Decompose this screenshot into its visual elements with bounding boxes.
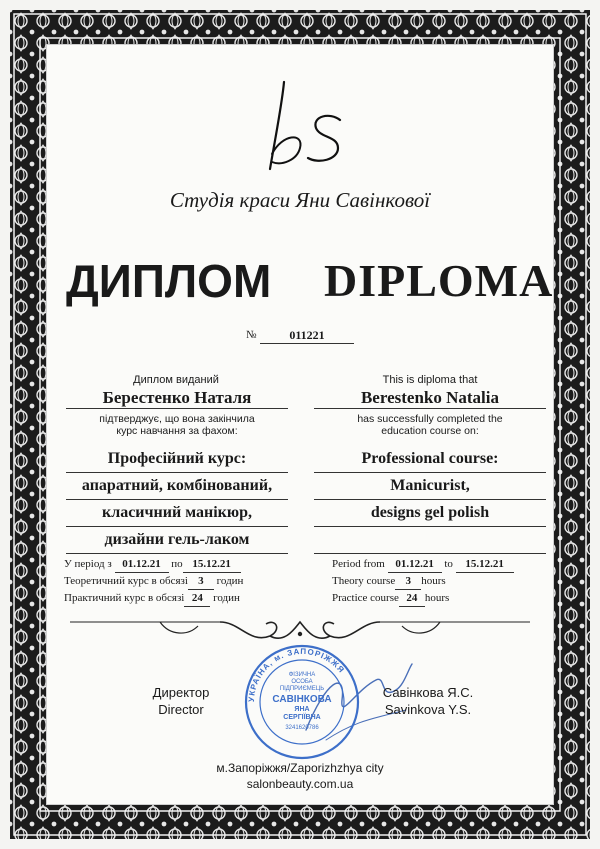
course-details-ua — [64, 556, 304, 607]
course-line: designs gel polish — [314, 500, 546, 527]
course-line: Професійний курс: — [66, 446, 288, 473]
svg-text:ПІДПРИЄМЕЦЬ: ПІДПРИЄМЕЦЬ — [279, 686, 325, 692]
course-ua — [66, 446, 288, 554]
theory-ua: Теоретичний курс в обсязі 3 годин — [64, 573, 304, 590]
practice-ua: Практичний курс в обсязі 24 годин — [64, 590, 304, 607]
title-ua: ДИПЛОМ — [66, 255, 272, 307]
svg-text:САВІНКОВА: САВІНКОВА — [272, 694, 332, 705]
period-en: Period from 01.12.21 to 15.12.21 — [332, 556, 552, 573]
course-line: апаратний, комбінований, — [66, 473, 288, 500]
svg-text:ФІЗИЧНА: ФІЗИЧНА — [288, 672, 316, 678]
course-line: дизайни гель-лаком — [66, 527, 288, 554]
confirm-text-ua: підтверджує, що вона закінчила курс навчання за фахом: — [99, 413, 255, 437]
course-line: класичний манікюр, — [66, 500, 288, 527]
course-details-en — [332, 556, 552, 607]
svg-text:ОСОБА: ОСОБА — [291, 679, 313, 685]
recipient-name-ua: Берестенко Наталя — [66, 388, 288, 409]
website: salonbeauty.com.ua — [246, 777, 354, 791]
city: м.Запоріжжя/Zaporizhzhya city — [216, 761, 384, 775]
course-en — [314, 446, 546, 554]
svg-text:3241620786: 3241620786 — [285, 725, 319, 731]
svg-text:СЕРГІЇВНА: СЕРГІЇВНА — [283, 714, 321, 721]
svg-text:ЯНА: ЯНА — [294, 706, 310, 713]
official-stamp — [242, 642, 362, 762]
course-line: Professional course: — [314, 446, 546, 473]
diploma-number: 011221 — [260, 328, 354, 344]
number-label: № — [246, 329, 257, 341]
course-line-empty — [314, 527, 546, 554]
studio-logo — [242, 74, 362, 184]
diploma-sheet — [46, 44, 554, 805]
studio-name: Студія краси Яни Савінкової — [169, 188, 431, 212]
issued-label-ua: Диплом виданий — [133, 374, 219, 386]
director-title: Директор Director — [152, 685, 210, 717]
issued-label-en: This is diploma that — [382, 374, 478, 386]
confirm-text-en: has successfully completed the education course on: — [357, 413, 503, 437]
course-line: Manicurist, — [314, 473, 546, 500]
signatory-name: Савінкова Я.С. Savinkova Y.S. — [382, 685, 474, 717]
period-ua: У період з 01.12.21 по 15.12.21 — [64, 556, 304, 573]
footer — [46, 760, 554, 792]
svg-text:УКРАЇНА, м. ЗАПОРІЖЖЯ: УКРАЇНА, м. ЗАПОРІЖЖЯ — [246, 646, 347, 703]
recipient-name-en: Berestenko Natalia — [314, 388, 546, 409]
title-en: DIPLOMA — [324, 255, 554, 306]
theory-en: Theory course 3 hours — [332, 573, 552, 590]
practice-en: Practice course 24 hours — [332, 590, 552, 607]
